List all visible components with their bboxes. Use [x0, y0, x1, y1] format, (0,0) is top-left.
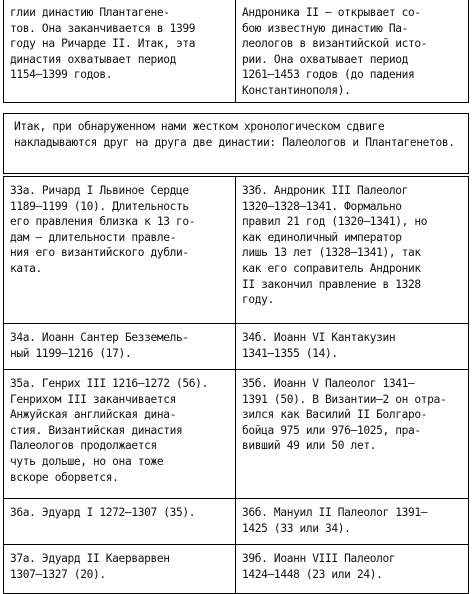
table-row [3, 498, 469, 545]
table-row [3, 369, 469, 499]
full-width-paragraph: Итак, при обнаруженном нами жестком хронологическом сдвиге накладываются друг на друга две династии: Палеологов и Плантагенетов. [14, 120, 455, 149]
table-row [3, 0, 469, 103]
right-cell: 33б. Андроник III Палеолог 1320–1328–1341. Формально правил 21 год (1320–1341), но как единоличный император лишь 13 лет (1328–1341), так как его соправитель Андроник II закончил правление в 1328 году. [242, 184, 428, 307]
right-cell: 34б. Иоанн VI Кантакузин 1341–1355 (14). [242, 331, 396, 360]
right-cell: Андроника II – открывает со- бою известную династию Па- леологов в византийской исто- рии. Она охватывает период 1261–1453 годов (до падения Константинополя). [242, 6, 428, 97]
left-cell: 37а. Эдуард II Каерварвен 1307–1327 (20). [4, 545, 236, 593]
left-cell: 35а. Генрих III 1216–1272 (56). Генрихом III заканчивается Анжуйская английская дина- стия. Византийская династия Палеологов продолжается чуть дольше, но она тоже вскоре оборвется. [4, 370, 236, 498]
left-cell: глии династию Плантагене- тов. Она заканчивается в 1399 году на Ричарде II. Итак, эта династия охватывает период 1154–1399 годов. [4, 0, 236, 102]
left-cell: 36а. Эдуард I 1272–1307 (35). [4, 499, 236, 544]
left-cell: 33а. Ричард I Львиное Сердце 1189–1199 (10). Длительность его правления близка к 13 го- дам – длительности правле- ния его византийского дубли- ката. [4, 177, 236, 323]
left-cell: 34а. Иоанн Сантер Безземель- ный 1199–1216 (17). [4, 324, 236, 369]
table-row [3, 113, 469, 174]
table-row [3, 176, 469, 324]
table-row [3, 323, 469, 370]
right-cell: 36б. Мануил II Палеолог 1391– 1425 (33 или 34). [242, 506, 428, 535]
right-cell: 39б. Иоанн VIII Палеолог 1424–1448 (23 или 24). [242, 552, 396, 581]
right-cell: 35б. Иоанн V Палеолог 1341– 1391 (50). В Византии–2 он отра- зился как Василий II Болгаро- бойца 975 или 976–1025, пра- вивший 49 или 50 лет. [242, 377, 447, 453]
